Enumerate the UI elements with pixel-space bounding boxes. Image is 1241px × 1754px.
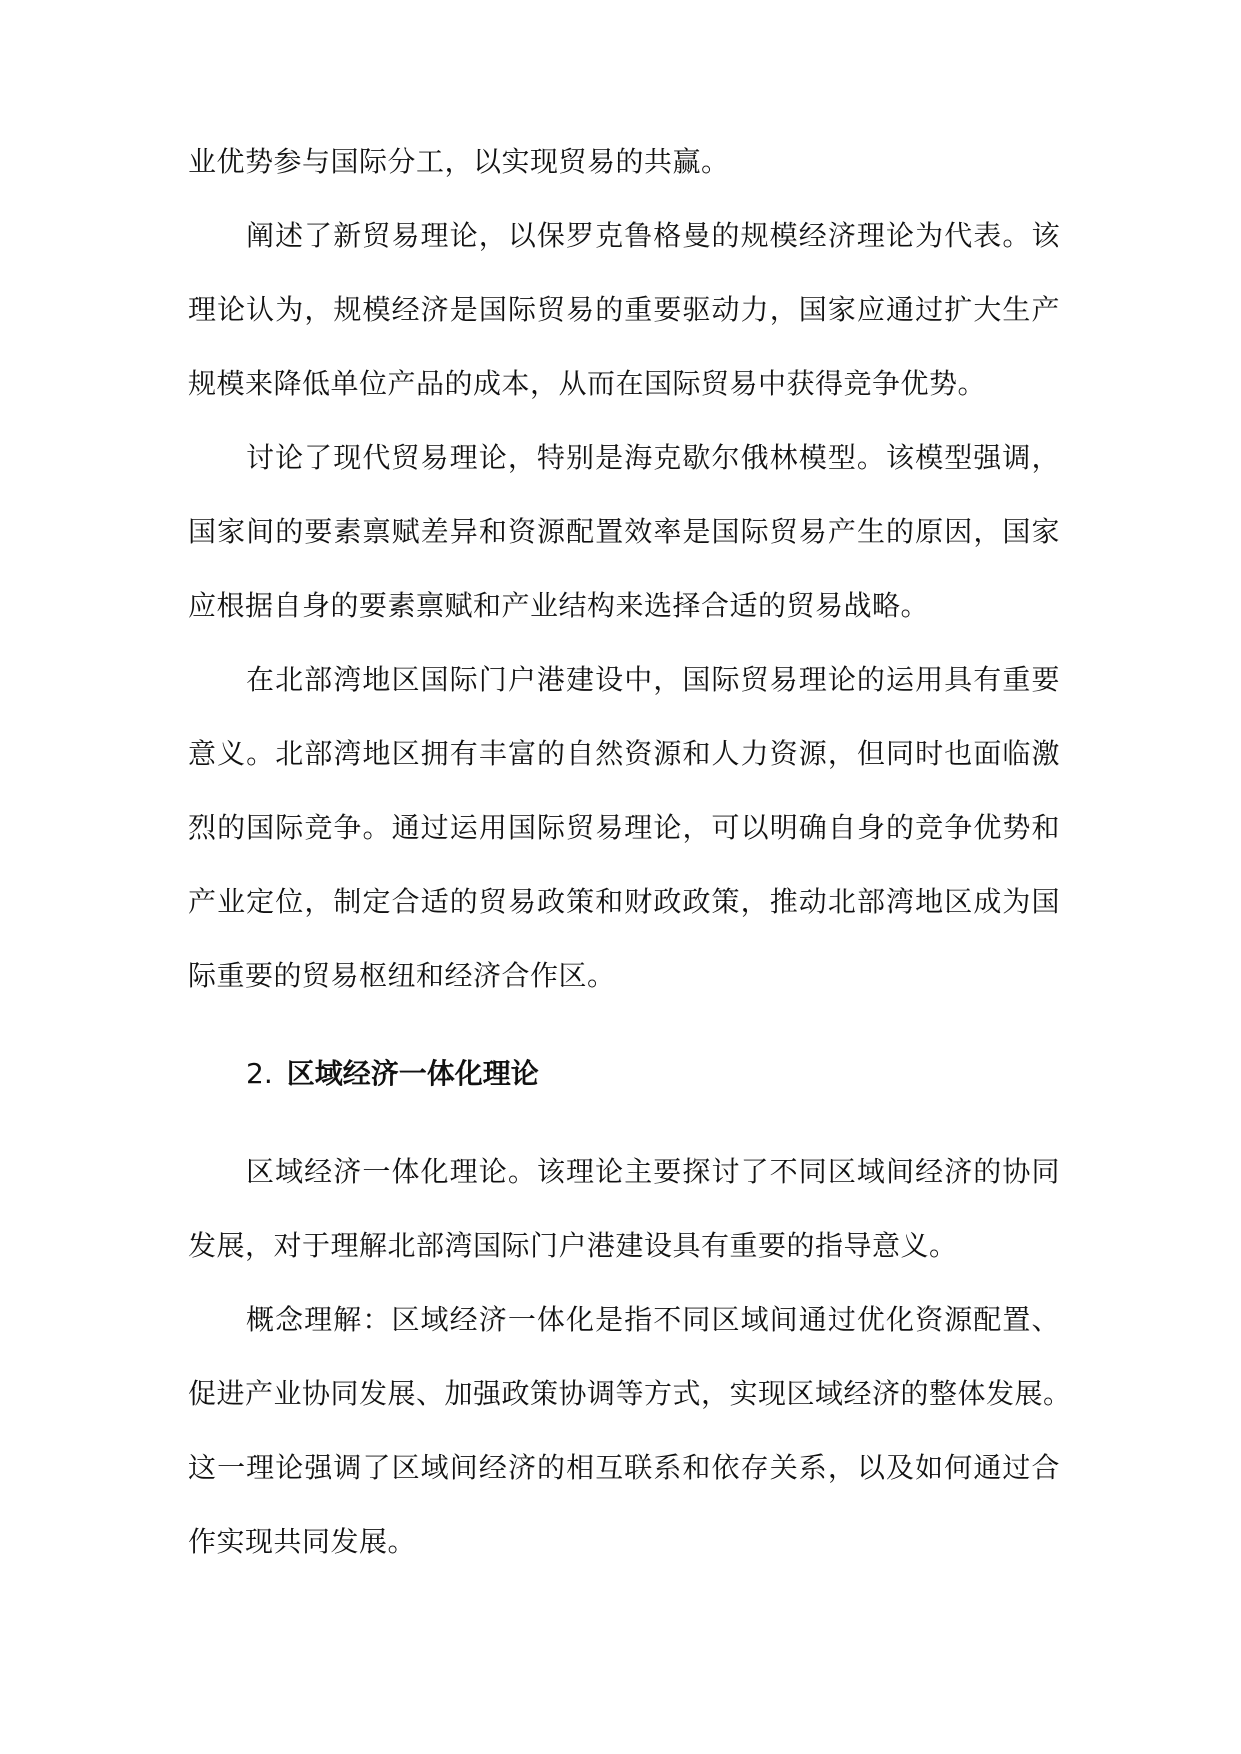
paragraph-line: 应根据自身的要素禀赋和产业结构来选择合适的贸易战略。 — [188, 589, 930, 622]
paragraph-line: 烈的国际竞争。通过运用国际贸易理论，可以明确自身的竞争优势和 — [188, 811, 1060, 844]
section-number: 2. — [246, 1057, 273, 1090]
section-heading — [246, 1052, 539, 1096]
paragraph-line: 讨论了现代贸易理论，特别是海克歇尔俄林模型。该模型强调， — [246, 441, 1060, 474]
paragraph-line: 国家间的要素禀赋差异和资源配置效率是国际贸易产生的原因，国家 — [188, 515, 1060, 548]
paragraph-line: 区域经济一体化理论。该理论主要探讨了不同区域间经济的协同 — [246, 1155, 1060, 1188]
paragraph-line: 理论认为，规模经济是国际贸易的重要驱动力，国家应通过扩大生产 — [188, 293, 1060, 326]
paragraph-line: 在北部湾地区国际门户港建设中，国际贸易理论的运用具有重要 — [246, 663, 1060, 696]
paragraph-line: 产业定位，制定合适的贸易政策和财政政策，推动北部湾地区成为国 — [188, 885, 1060, 918]
paragraph-line: 业优势参与国际分工，以实现贸易的共赢。 — [188, 145, 730, 178]
paragraph-line: 规模来降低单位产品的成本，从而在国际贸易中获得竞争优势。 — [188, 367, 987, 400]
paragraph-line: 阐述了新贸易理论，以保罗克鲁格曼的规模经济理论为代表。该 — [246, 219, 1060, 252]
section-title: 区域经济一体化理论 — [286, 1057, 539, 1090]
paragraph-line: 意义。北部湾地区拥有丰富的自然资源和人力资源，但同时也面临激 — [188, 737, 1060, 770]
paragraph-line: 作实现共同发展。 — [188, 1525, 417, 1558]
paragraph-line: 际重要的贸易枢纽和经济合作区。 — [188, 959, 616, 992]
paragraph-line: 发展，对于理解北部湾国际门户港建设具有重要的指导意义。 — [188, 1229, 958, 1262]
paragraph-line: 促进产业协同发展、加强政策协调等方式，实现区域经济的整体发展。 — [188, 1377, 1072, 1410]
paragraph-line: 这一理论强调了区域间经济的相互联系和依存关系，以及如何通过合 — [188, 1451, 1060, 1484]
paragraph-line: 概念理解：区域经济一体化是指不同区域间通过优化资源配置、 — [246, 1303, 1060, 1336]
